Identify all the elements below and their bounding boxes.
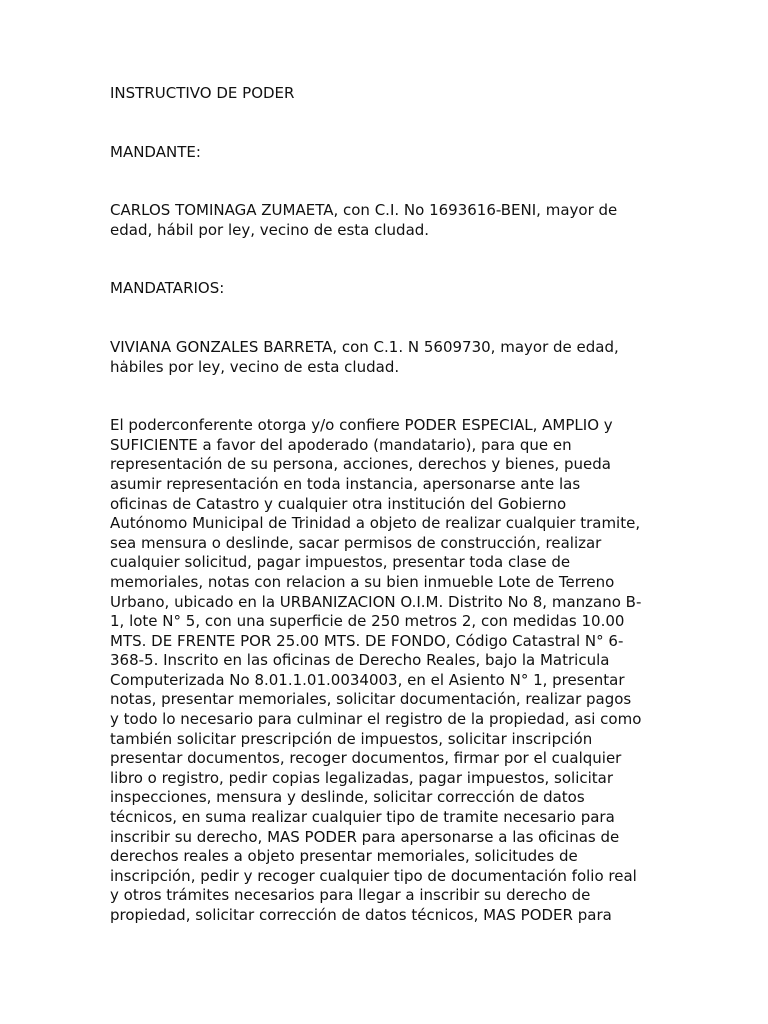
mandatarios-line: hȧbiles por ley, vecino de esta cludad. (110, 357, 400, 376)
title-text: INSTRUCTIVO DE PODER (110, 84, 295, 102)
body-line: 1, lote N° 5, con una superficie de 250 metros 2, con medidas 10.00 (110, 612, 625, 631)
mandatarios-heading (110, 279, 662, 299)
mandatarios-paragraph (110, 338, 662, 377)
body-line: técnicos, en suma realizar cualquier tipo de tramite necesario para (110, 808, 615, 827)
body-line: El poderconferente otorga y/o confiere PODER ESPECIAL, AMPLIO y (110, 416, 613, 435)
body-line: Computerizada No 8.01.1.01.0034003, en el Asiento N° 1, presentar (110, 670, 625, 689)
body-line: y todo lo necesario para culminar el registro de la propiedad, asi como (110, 710, 642, 729)
mandatarios-heading-text: MANDATARIOS: (110, 279, 225, 298)
mandante-heading (110, 143, 662, 163)
body-line: cualquier solicitud, pagar impuestos, presentar toda clase de (110, 553, 571, 572)
body-line: y otros trámites necesarios para llegar a inscribir su derecho de (110, 886, 591, 905)
body-line: inscripción, pedir y recoger cualquier tipo de documentación folio real (110, 866, 637, 885)
body-line: propiedad, solicitar corrección de datos técnicos, MAS PODER para (110, 906, 612, 924)
body-line: derechos reales a objeto presentar memoriales, solicitudes de (110, 847, 578, 866)
mandante-line: edad, hábil por ley, vecino de esta cludad. (110, 220, 430, 239)
body-line: MTS. DE FRENTE POR 25.00 MTS. DE FONDO, Código Catastral N° 6- (110, 631, 624, 650)
spacer (110, 299, 662, 338)
spacer (110, 377, 662, 416)
mandante-heading-text: MANDANTE: (110, 142, 201, 161)
body-line: 368-5. Inscrito en las oficinas de Derecho Reales, bajo la Matricula (110, 651, 610, 670)
body-line: inscribir su derecho, MAS PODER para apersonarse a las oficinas de (110, 827, 620, 846)
body-line: Autónomo Municipal de Trinidad a objeto de realizar cualquier tramite, (110, 514, 641, 533)
poder-paragraph (110, 416, 662, 925)
body-line: libro o registro, pedir copias legalizadas, pagar impuestos, solicitar (110, 768, 614, 787)
spacer (110, 240, 662, 279)
body-line: Urbano, ubicado en la URBANIZACION O.I.M. Distrito No 8, manzano B- (110, 592, 642, 611)
body-line: notas, presentar memoriales, solicitar documentación, realizar pagos (110, 690, 632, 709)
mandante-paragraph (110, 201, 662, 240)
body-line: oficinas de Catastro y cualquier otra institución del Gobierno (110, 494, 567, 513)
mandante-line: CARLOS TOMINAGA ZUMAETA, con C.I. No 1693616-BENI, mayor de (110, 201, 618, 220)
document-body (110, 84, 662, 926)
body-line: también solicitar prescripción de impuestos, solicitar inscripción (110, 729, 593, 748)
spacer (110, 104, 662, 143)
body-line: inspecciones, mensura y deslinde, solicitar corrección de datos (110, 788, 585, 807)
body-line: representación de su persona, acciones, derechos y bienes, pueda (110, 455, 611, 474)
body-line: memoriales, notas con relacion a su bien inmueble Lote de Terreno (110, 572, 615, 591)
body-line: sea mensura o deslinde, sacar permisos de construcción, realizar (110, 533, 602, 552)
body-line: asumir representación en toda instancia, apersonarse ante las (110, 474, 581, 493)
body-line: SUFICIENTE a favor del apoderado (mandatario), para que en (110, 435, 572, 454)
body-line: presentar documentos, recoger documentos, firmar por el cualquier (110, 749, 622, 768)
document-title (110, 84, 662, 104)
mandatarios-line: VIVIANA GONZALES BARRETA, con C.1. N 5609730, mayor de edad, (110, 337, 619, 356)
spacer (110, 162, 662, 201)
